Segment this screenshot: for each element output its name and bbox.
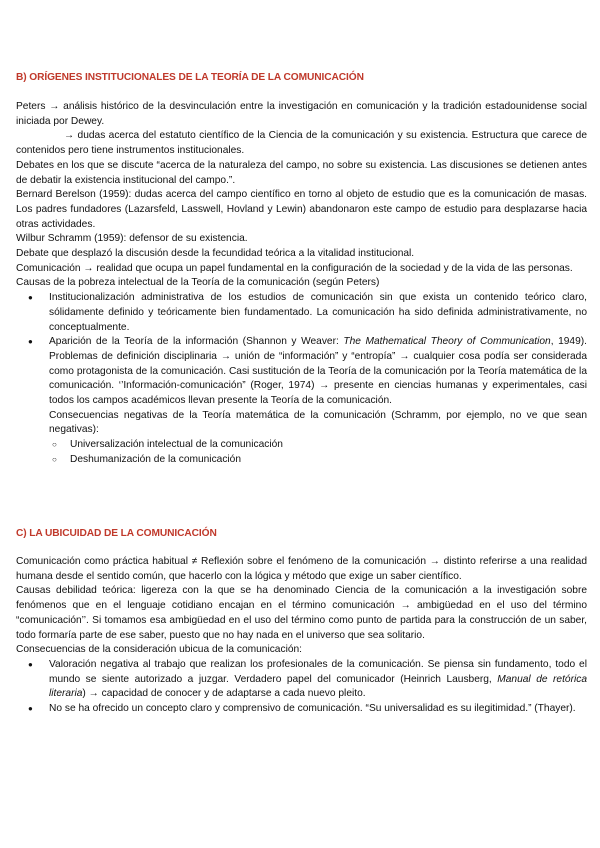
list-item — [26, 658, 587, 702]
sub-list-item: ○ Universalización intelectual de la comunicación — [52, 438, 587, 453]
section-c-body — [16, 555, 587, 717]
book-title: The Mathematical Theory of Communication — [343, 336, 551, 348]
list-item — [26, 335, 587, 438]
paragraph: Comunicación → realidad que ocupa un papel fundamental en la configuración de la sociedad y de la vida de las personas. — [16, 262, 573, 274]
paragraph: Comunicación como práctica habitual ≠ Reflexión sobre el fenómeno de la comunicación → distinto referirse a una realidad humana desde el sentido común, que hacerlo con la lógica y método que exige un saber científico. — [16, 556, 587, 582]
consequences-ubicua-list — [16, 658, 587, 717]
section-c-heading: C) LA UBICUIDAD DE LA COMUNICACIÓN — [16, 528, 217, 539]
paragraph: Wilbur Schramm (1959): defensor de su existencia. — [16, 233, 248, 245]
section-b-body — [16, 100, 587, 468]
paragraph: Debate que desplazó la discusión desde la fecundidad teórica a la vitalidad institucional. — [16, 248, 415, 260]
paragraph: Peters → análisis histórico de la desvinculación entre la investigación en comunicación y la tradición estadounidense social iniciada por Dewey. — [16, 101, 587, 127]
book-title: Manual de retórica literaria — [49, 673, 587, 700]
list-item-text: , 1949). Problemas de definición disciplinaria → unión de “información” y “entropía” → cualquier cosa podía ser considerada como protagonista de la comunicación. Casi sustitución de la Teoría de la comunicación por la Teoría matemática de la comunicación. ‘’Información-comunicación” (Roger, 1974) → presente en ciencias humanas y experimentales, casi todos los campos académicos llevan presente la Teoría de la comunicación. — [49, 336, 587, 407]
paragraph: → dudas acerca del estatuto científico de la Ciencia de la comunicación y su existencia. Estructura que carece de contenidos pero tiene instrumentos institucionales. — [16, 130, 587, 157]
paragraph: Consecuencias de la consideración ubicua de la comunicación: — [16, 644, 302, 656]
list-item-text: ) → capacidad de conocer y de adaptarse a cada nuevo pleito. — [82, 688, 366, 700]
sub-list-item: ○ Deshumanización de la comunicación — [52, 453, 587, 468]
paragraph: Debates en los que se discute “acerca de la naturaleza del campo, no sobre su existencia. Las discusiones se detienen antes de debatir la existencia institucional del campo.”. — [16, 159, 587, 186]
list-item-text: Aparición de la Teoría de la información (Shannon y Weaver: — [49, 336, 344, 348]
paragraph: Bernard Berelson (1959): dudas acerca del campo científico en torno al objeto de estudio que es la comunicación de masas. Los padres fundadores (Lazarsfeld, Lasswell, Hovland y Lewin) abandonaron este campo de estudio para desplazarse hacia otras actividades. — [16, 189, 587, 230]
list-item: ● No se ha ofrecido un concepto claro y comprensivo de comunicación. “Su universalidad es su ilegitimidad.” (Thayer). — [26, 702, 587, 717]
list-item-text: Valoración negativa al trabajo que realizan los profesionales de la comunicación. Se piensa sin fundamento, todo el mundo se siente autorizado a juzgar. Verdadero papel del comunicador (Heinrich Lausberg, — [49, 658, 587, 685]
causes-list — [16, 291, 587, 438]
consequences-list — [16, 438, 587, 467]
list-item-text: Institucionalización administrativa de los estudios de comunicación sin que exista un contenido teórico claro, sólidamente definido y teóricamente bien fundamentado. La comunicación ha sido definida administrativamente, no conceptualmente. — [49, 292, 587, 333]
section-b-heading: B) ORÍGENES INSTITUCIONALES DE LA TEORÍA DE LA COMUNICACIÓN — [16, 72, 364, 83]
consequences-text: Consecuencias negativas de la Teoría matemática de la comunicación (Schramm, por ejemplo, no ve que sean negativas): — [49, 409, 587, 436]
paragraph: Causas debilidad teórica: ligereza con la que se ha denominado Ciencia de la comunicación a la investigación sobre fenómenos que en el lenguaje cotidiano encajan en el término comunicación → ambigüedad en el uso del término “comunicación’’. Si tomamos esa ambigüedad en el uso del término como punto de partida para la construcción de un saber, todo formaría parte de ese saber, puesto que no hay nada en el universo que sea solitario. — [16, 585, 587, 641]
list-item — [26, 291, 587, 335]
paragraph: Causas de la pobreza intelectual de la Teoría de la comunicación (según Peters) — [16, 277, 380, 289]
